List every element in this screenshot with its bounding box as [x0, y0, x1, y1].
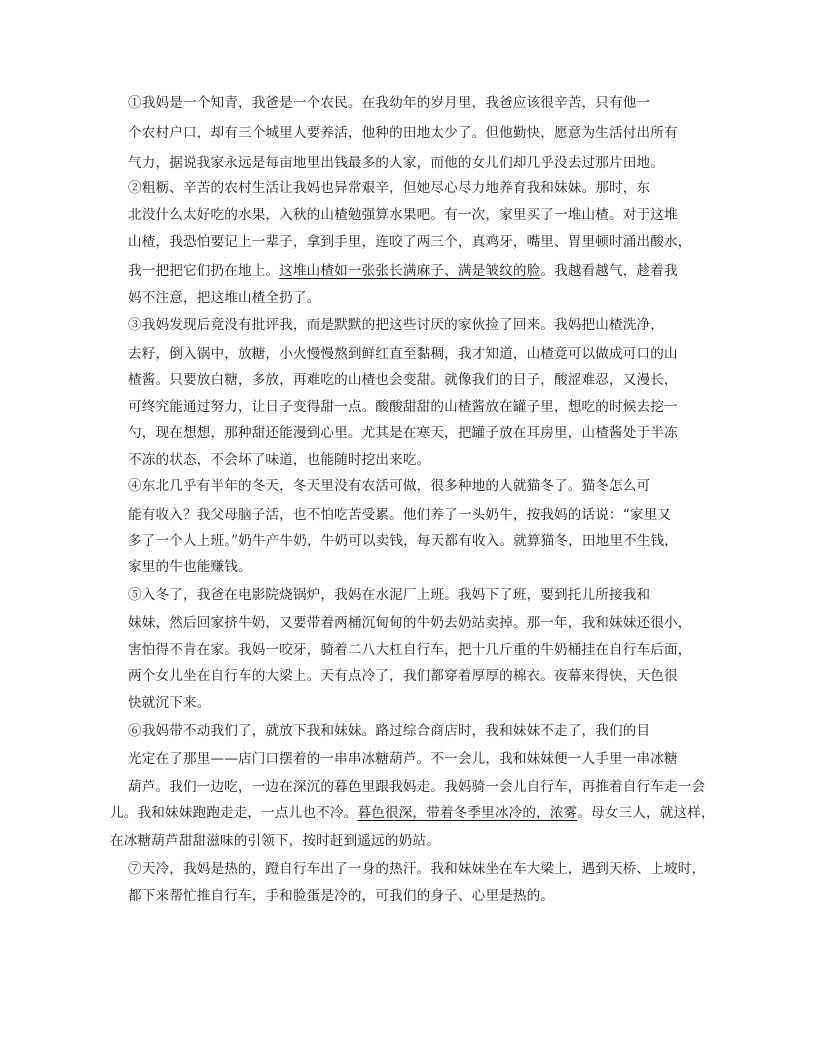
paragraph-2-line-5: 妈不注意，把这堆山楂全扔了。 [128, 290, 321, 306]
paragraph-3-line-1: ③我妈发现后竟没有批评我，而是默默的把这些讨厌的家伙捡了回来。我妈把山楂洗净， [128, 317, 665, 333]
paragraph-3-line-3: 楂酱。只要放白糖，多放，再难吃的山楂也会变甜。就像我们的日子，酸涩难忍，又漫长， [128, 372, 678, 388]
paragraph-2-line-4-after: 。我越看越气，趁着我 [540, 263, 678, 279]
paragraph-1-line-2: 个农村户口，却有三个城里人要养活，他种的田地太少了。但他勤快，愿意为生活付出所有 [128, 125, 678, 141]
paragraph-3-line-6: 不冻的状态，不会坏了味道，也能随时挖出来吃。 [128, 452, 431, 468]
paragraph-6-line-3: 葫芦。我们一边吃，一边在深沉的暮色里跟我妈走。我妈骑一会儿自行车，再推着自行车走一会 [128, 779, 706, 795]
paragraph-5-line-5: 快就沉下来。 [128, 695, 211, 711]
paragraph-7-line-2: 都下来帮忙推自行车，手和脸蛋是冷的，可我们的身子、心里是热的。 [128, 888, 555, 904]
paragraph-5-line-3: 害怕得不肯在家。我妈一咬牙，骑着二八大杠自行车，把十几斤重的牛奶桶挂在自行车后面， [128, 642, 692, 658]
paragraph-6-line-2: 光定在了那里——店门口摆着的一串串冰糖葫芦。不一会儿，我和妹妹便一人手里一串冰糖 [128, 751, 678, 767]
paragraph-2-line-4 [128, 263, 678, 279]
paragraph-5-line-4: 两个女儿坐在自行车的大梁上。天有点冷了，我们都穿着厚厚的棉衣。夜幕来得快，天色很 [128, 668, 678, 684]
paragraph-3-line-2: 去籽，倒入锅中，放糖，小火慢慢熬到鲜红直至黏稠，我才知道，山楂竟可以做成可口的山 [128, 346, 678, 362]
paragraph-2-line-3: 山楂，我恐怕要记上一辈子，拿到手里，连咬了两三个，真鸡牙，嘴里、胃里顿时涌出酸水， [128, 234, 692, 250]
paragraph-2-line-2: 北没什么太好吃的水果，入秋的山楂勉强算水果吧。有一次，家里买了一堆山楂。对于这堆 [128, 207, 678, 223]
paragraph-2-line-1: ②粗粝、辛苦的农村生活让我妈也异常艰辛，但她尽心尽力地养育我和妹妹。那时，东 [128, 180, 651, 196]
paragraph-4-line-1: ④东北几乎有半年的冬天，冬天里没有农活可做，很多种地的人就猫冬了。猫冬怎么可 [128, 478, 651, 494]
paragraph-3-line-5: 勺，现在想想，那种甜还能漫到心里。尤其是在寒天，把罐子放在耳房里，山楂酱处于半冻 [128, 425, 678, 441]
paragraph-5-line-2: 妹妹，然后回家挤牛奶，又要带着两桶沉甸甸的牛奶去奶站卖掉。那一年，我和妹妹还很小， [128, 615, 692, 631]
paragraph-6-line-1: ⑥我妈带不动我们了，就放下我和妹妹。路过综合商店时，我和妹妹不走了，我们的目 [128, 723, 651, 739]
paragraph-3-line-4: 可终究能通过努力，让日子变得甜一点。酸酸甜甜的山楂酱放在罐子里，想吃的时候去挖一 [128, 399, 678, 415]
paragraph-4-line-2: 能有收入？我父母脑子活，也不怕吃苦受累。他们养了一头奶牛，按我妈的话说：“家里又 [128, 507, 672, 523]
paragraph-5-line-1: ⑤入冬了，我爸在电影院烧锅炉，我妈在水泥厂上班。我妈下了班，要到托儿所接我和 [128, 587, 651, 603]
paragraph-4-line-3: 多了一个人上班。”奶牛产牛奶，牛奶可以卖钱，每天都有收入。就算猫冬，田地里不生钱， [128, 533, 679, 549]
underlined-phrase-hawthorn: 这堆山楂如一张张长满麻子、满是皱纹的脸 [279, 263, 541, 279]
paragraph-2-line-4-before: 我一把把它们扔在地上。 [128, 263, 280, 279]
paragraph-6-line-5: 在冰糖葫芦甜甜滋味的引领下，按时赶到遥远的奶站。 [110, 833, 440, 849]
paragraph-1-line-3: 气力，据说我家永远是每亩地里出钱最多的人家，而他的女儿们却几乎没去过那片田地。 [128, 155, 665, 171]
paragraph-6-line-4-before: 儿。我和妹妹跑跑走走，一点儿也不冷。 [110, 805, 358, 821]
paragraph-1-line-1: ①我妈是一个知青，我爸是一个农民。在我幼年的岁月里，我爸应该很辛苦，只有他一 [128, 95, 651, 111]
paragraph-6-line-4 [110, 805, 715, 821]
paragraph-4-line-4: 家里的牛也能赚钱。 [128, 559, 252, 575]
paragraph-6-line-4-after: 。母女三人，就这样， [577, 805, 715, 821]
paragraph-7-line-1: ⑦天冷，我妈是热的，蹬自行车出了一身的热汗。我和妹妹坐在车大梁上，遇到天桥、上坡时， [128, 861, 706, 877]
underlined-phrase-dusk: 暮色很深，带着冬季里冰冷的，浓雾 [357, 805, 578, 821]
